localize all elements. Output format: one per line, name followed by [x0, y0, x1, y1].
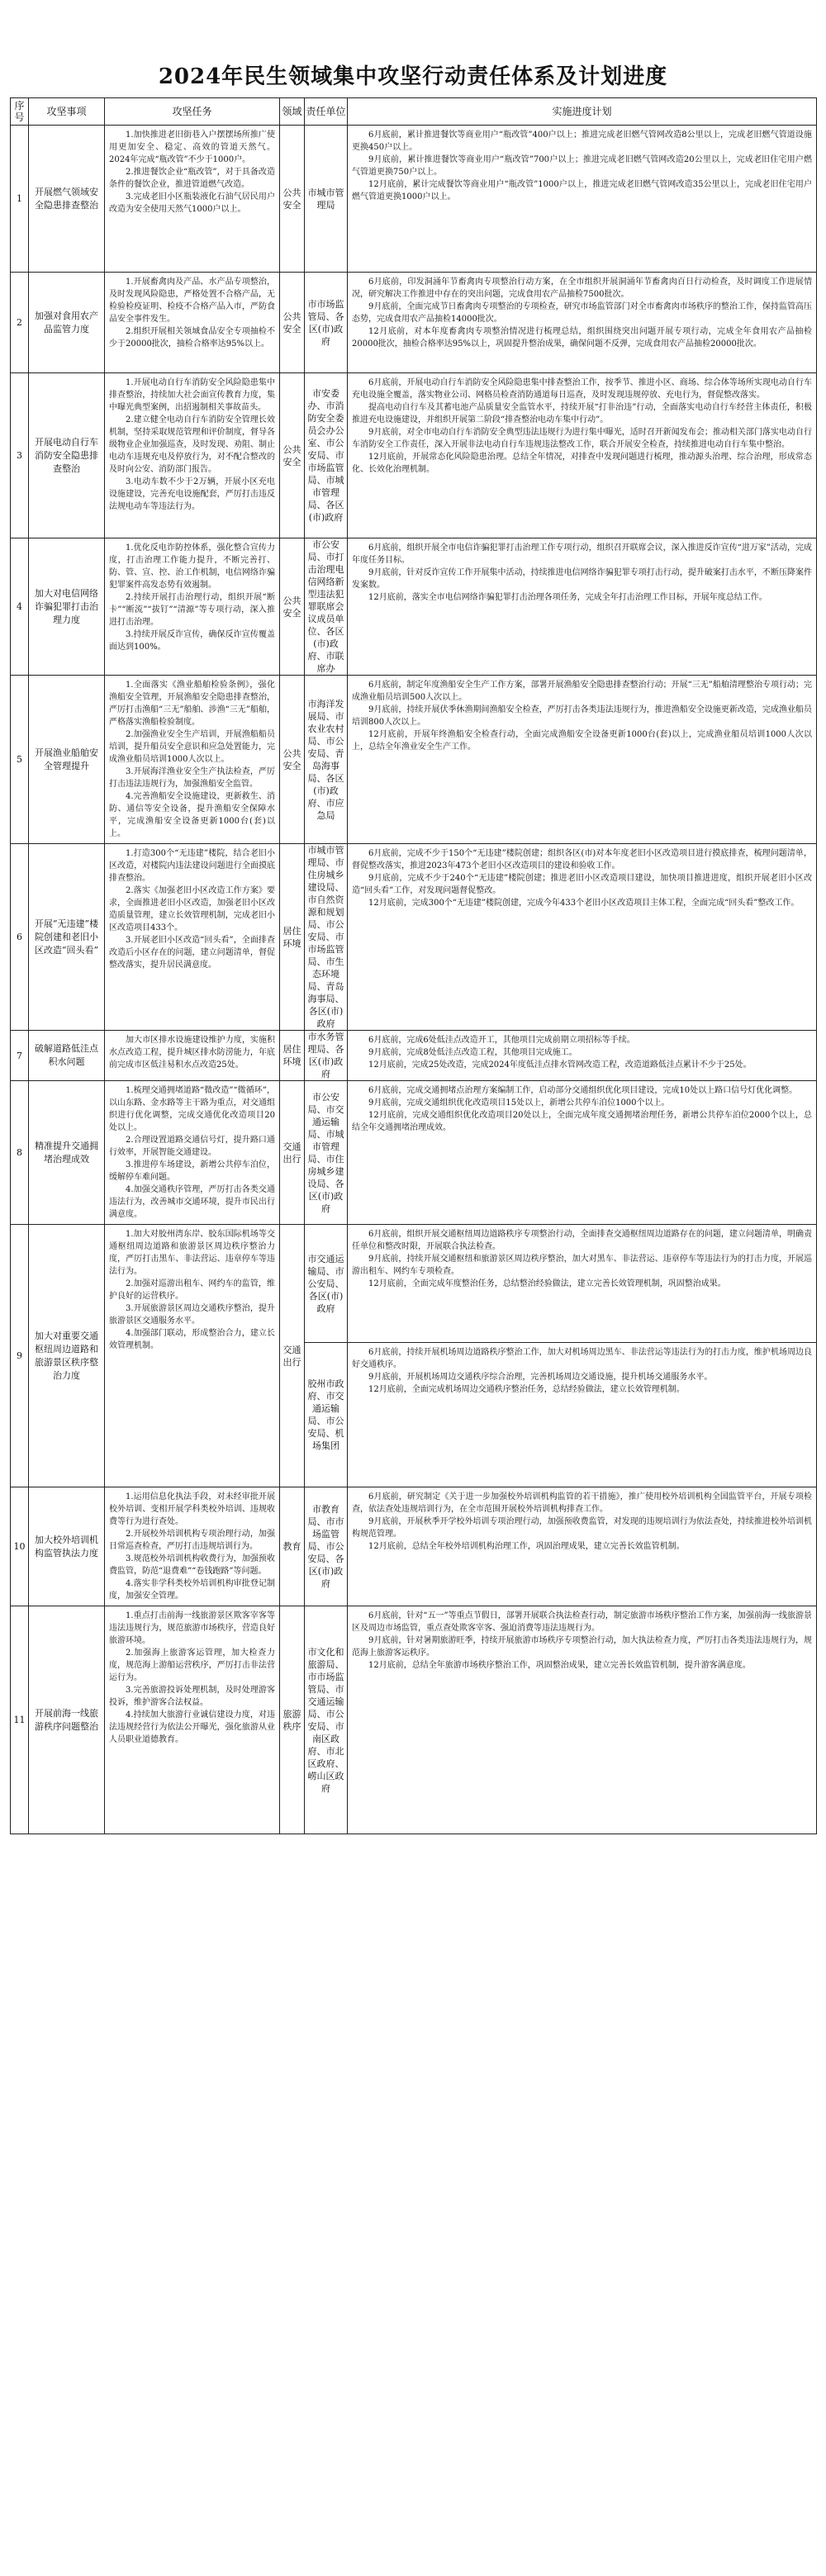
task-paragraph: 2.加强对巡游出租车、网约车的监管，维护良好的运营秩序。 [109, 1279, 275, 1301]
row-progress [348, 1225, 817, 1343]
progress-paragraph: 9月底前，对全市电动自行车消防安全典型违法违规行为进行集中曝光，适时召开新闻发布会；推动相关部门落实电动自行车消防安全工作责任，深入开展非法电动自行车违规违法整改工作，联合开展安全检查，持续推进电动自行车集中整治。 [352, 428, 812, 449]
progress-paragraph: 12月底前，累计完成餐饮等商业用户“瓶改管”1000户以上，推进完成老旧燃气管网改造35公里以上，完成老旧住宅用户燃气管道更换1000户以上。 [352, 180, 812, 202]
task-paragraph: 1.梳理交通拥堵道路“微改造”“微循环”，以山东路、金水路等主干路为重点，对交通组织进行优化调整，完成交通优化改造项目20处以上。 [109, 1086, 275, 1132]
row-unit: 市海洋发展局、市农业农村局、市公安局、青岛海事局、各区(市)政府、市应急局 [305, 676, 348, 844]
row-task [105, 1081, 280, 1225]
row-field: 公共安全 [280, 373, 305, 538]
row-matter: 开展前海一线旅游秩序问题整治 [29, 1606, 105, 1834]
task-paragraph: 3.推进停车场建设，新增公共停车泊位，缓解停车难问题。 [109, 1160, 275, 1182]
progress-paragraph: 6月底前，持续开展机场周边道路秩序整治工作，加大对机场周边黑车、非法营运等违法行为的打击力度，维护机场周边良好交通秩序。 [352, 1348, 812, 1369]
row-field: 交通出行 [280, 1225, 305, 1487]
row-matter: 加大对电信网络诈骗犯罪打击治理力度 [29, 538, 105, 676]
progress-paragraph: 6月底前，印发洞涌年节畜禽肉专项整治行动方案，在全市组织开展洞涌年节畜禽肉百日行动检查，及时调度工作进展情况，研究解决工作推进中存在的突出问题，完成食用农产品抽检7500批次。 [352, 278, 812, 299]
row-number: 9 [11, 1225, 29, 1487]
row-number: 2 [11, 273, 29, 373]
task-paragraph: 2.加强渔业安全生产培训，开展渔船船员培训，提升船员安全意识和应急处置能力，完成渔业船员培训1000人次以上。 [109, 730, 275, 764]
row-unit: 胶州市政府、市交通运输局、市公安局、机场集团 [305, 1343, 348, 1487]
progress-paragraph: 12月底前，对本年度畜禽肉专项整治情况进行梳理总结，组织围绕突出问题开展专项行动，完成全年食用农产品抽检20000批次，抽检合格率达95%以上，巩固提升整治成果，确保问题不反弹，完成食用农产品抽检20000批次。 [352, 327, 812, 349]
task-paragraph: 3.完成老旧小区瓶装液化石油气居民用户改造为安全使用天然气1000户以上。 [109, 192, 275, 214]
table-row [11, 538, 817, 676]
progress-paragraph: 9月底前，全面完成节日畜禽肉专项整治的专项检查，研究市场监管部门对全市畜禽肉市场秩序的整治工作，保持监管高压态势，完成食用农产品抽检14000批次。 [352, 302, 812, 324]
progress-paragraph: 9月底前，持续开展伏季休渔期间渔船安全检查，严厉打击各类违法违规行为，推进渔船安全设施更新改造，完成渔业船员培训800人次以上。 [352, 705, 812, 727]
table-row [11, 373, 817, 538]
table-row [11, 1081, 817, 1225]
task-paragraph: 1.优化反电诈防控体系，强化整合宣传力度，打击治理工作能力提升，不断完善打、防、管、宣、控、治工作机制，电信网络诈骗犯罪案件高发态势有效遏制。 [109, 543, 275, 590]
header-field: 领域 [280, 98, 305, 126]
row-unit: 市文化和旅游局、市市场监管局、市交通运输局、市公安局、市南区政府、市北区政府、崂山区政府 [305, 1606, 348, 1834]
row-field: 居住环境 [280, 1031, 305, 1081]
task-paragraph: 3.规范校外培训机构收费行为，加强预收费监管，防范“退费难”“卷钱跑路”等问题。 [109, 1554, 275, 1576]
task-paragraph: 4.加强交通秩序管理，严厉打击各类交通违法行为，改善城市交通环境，提升市民出行满意度。 [109, 1185, 275, 1219]
row-number: 5 [11, 676, 29, 844]
progress-paragraph: 9月底前，开展秋季开学校外培训专项治理行动，加强预收费监管，对发现的违规培训行为依法查处，持续推进校外培训机构规范管理。 [352, 1517, 812, 1539]
row-unit: 市公安局、市交通运输局、市城市管理局、市住房城乡建设局、各区(市)政府 [305, 1081, 348, 1225]
progress-paragraph: 6月底前，完成交通拥堵点治理方案编制工作，启动部分交通组织优化项目建设，完成10处以上路口信号灯优化调整。 [368, 1086, 798, 1095]
row-progress [348, 676, 817, 844]
row-number: 3 [11, 373, 29, 538]
row-unit: 市公安局、市打击治理电信网络新型违法犯罪联席会议成员单位、各区(市)政府、市联席办 [305, 538, 348, 676]
table-row [11, 1606, 817, 1834]
progress-paragraph: 提高电动自行车及其蓄电池产品质量安全监管水平，持续开展“打非治违”行动，全面落实电动自行车经营主体责任，积极推进充电设施建设，并组织开展第二阶段“排查整治电动车集中行动”。 [352, 403, 812, 425]
row-task [105, 1487, 280, 1606]
progress-paragraph: 12月底前，总结全年校外培训机构治理工作，巩固治理成果，建立完善长效监管机制。 [368, 1542, 685, 1551]
task-paragraph: 3.开展老旧小区改造“回头看”，全面排查改造后小区存在的问题，建立问题清单，督促整改落实，提升居民满意度。 [109, 936, 275, 970]
progress-paragraph: 9月底前，针对暑期旅游旺季，持续开展旅游市场秩序专项整治行动，加大执法检查力度，严厉打击各类违法违规行为，规范海上旅游客运秩序。 [352, 1636, 812, 1658]
row-number: 8 [11, 1081, 29, 1225]
row-number: 6 [11, 844, 29, 1031]
progress-paragraph: 6月底前，完成6处低洼点改造开工，其他项目完成前期立项招标等手续。 [368, 1036, 635, 1045]
row-number: 4 [11, 538, 29, 676]
progress-paragraph: 12月底前，完成交通组织优化改造项目20处以上，全面完成年度交通拥堵治理任务，新增公共停车泊位2000个以上，总结全年交通拥堵治理成效。 [352, 1111, 812, 1132]
header-progress: 实施进度计划 [348, 98, 817, 126]
progress-paragraph: 6月底前，完成不少于150个“无违建”楼院创建；组织各区(市)对本年度老旧小区改造项目进行摸底排查，梳理问题清单，督促整改落实，推进2023年473个老旧小区改造项目的建设和验收工作。 [352, 849, 812, 871]
task-paragraph: 3.开展旅游景区周边交通秩序整治，提升旅游景区交通服务水平。 [109, 1304, 275, 1326]
task-paragraph: 2.持续开展打击治理行动，组织开展“断卡”“断流”“拔钉”“清源”等专项行动，深入推进打击治理。 [109, 593, 275, 627]
progress-paragraph: 12月底前，全面完成年度整治任务，总结整治经验做法，建立完善长效管理机制，巩固整治成果。 [368, 1279, 726, 1288]
progress-paragraph: 12月底前，全面完成机场周边交通秩序整治任务，总结经验做法，建立长效管理机制。 [368, 1385, 685, 1394]
row-field: 公共安全 [280, 126, 305, 273]
row-task [105, 373, 280, 538]
row-progress [348, 126, 817, 273]
row-task [105, 1225, 280, 1487]
table-header-row [11, 98, 817, 126]
row-task [105, 676, 280, 844]
progress-paragraph: 6月底前，开展电动自行车消防安全风险隐患集中排查整治工作，按季节、推进小区、商场、综合体等场所实现电动自行车充电设施全覆盖，落实物业公司、网格员检查消防通道每日巡查，及时发现违规停放、充电行为，督促整改落实。 [352, 378, 812, 400]
task-paragraph: 2.组织开展相关领域食品安全专项抽检不少于20000批次，抽检合格率达95%以上。 [109, 327, 275, 349]
header-unit: 责任单位 [305, 98, 348, 126]
task-paragraph: 3.持续开展反诈宣传，确保反诈宣传覆盖面达到100%。 [109, 630, 275, 652]
row-unit: 市安委办、市消防安全委员会办公室、市公安局、市市场监管局、市城市管理局、各区(市)政府 [305, 373, 348, 538]
row-progress [348, 1606, 817, 1834]
row-matter: 加强对食用农产品监管力度 [29, 273, 105, 373]
row-matter: 破解道路低洼点积水问题 [29, 1031, 105, 1081]
table-row [11, 1225, 817, 1343]
row-progress [348, 1081, 817, 1225]
row-number: 7 [11, 1031, 29, 1081]
row-unit: 市城市管理局 [305, 126, 348, 273]
progress-paragraph: 12月底前，落实全市电信网络诈骗犯罪打击治理各项任务，完成全年打击治理工作目标，开展年度总结工作。 [368, 593, 767, 602]
row-progress [348, 844, 817, 1031]
task-paragraph: 2.建立健全电动自行车消防安全管理长效机制，坚持采取规范管理和评价制度，督导各级物业企业加强巡查，及时发现、劝阻、制止电动车违规充电及停放行为，对不配合整改的及时向公安、消防部门报告。 [109, 415, 275, 474]
table-row [11, 1487, 817, 1606]
row-matter: 开展渔业船舶安全管理提升 [29, 676, 105, 844]
row-field: 交通出行 [280, 1081, 305, 1225]
task-paragraph: 2.合理设置道路交通信号灯，提升路口通行效率，开展智能交通建设。 [109, 1136, 275, 1157]
row-progress [348, 273, 817, 373]
row-unit: 市教育局、市市场监管局、市公安局、各区(市)政府 [305, 1487, 348, 1606]
progress-paragraph: 12月底前，完成25处改造，完成2024年度低洼点排水管网改造工程，改造道路低洼点累计不少于25处。 [368, 1060, 752, 1070]
task-paragraph: 1.加大对胶州湾东岸、胶东国际机场等交通枢纽周边道路和旅游景区周边秩序整治力度，严厉打击黑车、非法营运、违章停车等违法行为。 [109, 1230, 275, 1276]
row-task [105, 538, 280, 676]
row-number: 11 [11, 1606, 29, 1834]
task-paragraph: 4.持续加大旅游行业诚信建设力度，对违法违规经营行为依法公开曝光，强化旅游从业人员职业道德教育。 [109, 1710, 275, 1744]
task-paragraph: 4.完善渔船安全设施建设，更新救生、消防、通信等安全设备，提升渔船安全保障水平，完成渔船安全设备更新1000台(套)以上。 [109, 792, 275, 838]
progress-paragraph: 9月底前，累计推进餐饮等商业用户“瓶改管”700户以上；推进完成老旧燃气管网改造20公里以上，完成老旧住宅用户燃气管道更换750户以上。 [352, 155, 812, 177]
task-paragraph: 1.重点打击前海一线旅游景区欺客宰客等违法违规行为，规范旅游市场秩序，营造良好旅游环境。 [109, 1611, 275, 1645]
row-matter: 加大校外培训机构监管执法力度 [29, 1487, 105, 1606]
task-paragraph: 1.开展电动自行车消防安全风险隐患集中排查整治，持续加大社会面宣传教育力度，集中曝光典型案例，出招遏制相关事故苗头。 [109, 378, 275, 412]
task-paragraph: 1.加快推进老旧街巷入户摆摆场所推广使用更加安全、稳定、高效的管道天然气。2024年完成“瓶改管”不少于1000户。 [109, 130, 275, 164]
progress-paragraph: 9月底前，完成8处低洼点改造工程，其他项目完成施工。 [368, 1048, 577, 1057]
task-paragraph: 3.完善旅游投诉处理机制，及时处理游客投诉，维护游客合法权益。 [109, 1686, 275, 1707]
task-paragraph: 2.加强海上旅游客运管理，加大检查力度，规范海上游船运营秩序，严厉打击非法营运行为。 [109, 1649, 275, 1682]
row-number: 1 [11, 126, 29, 273]
row-field: 居住环境 [280, 844, 305, 1031]
responsibility-table [10, 97, 817, 1834]
progress-paragraph: 12月底前，开展常态化风险隐患治理。总结全年情况，对排查中发现问题进行梳理，推动源头治理、综合治理，形成常态化、长效化治理机制。 [352, 453, 812, 474]
task-paragraph: 1.开展畜禽肉及产品、水产品专项整治，及时发现风险隐患，严格处置不合格产品，无检验检疫证明、检疫不合格产品入市，严防食品安全事件发生。 [109, 278, 275, 324]
header-task: 攻坚任务 [105, 98, 280, 126]
row-unit: 市交通运输局、市公安局、各区(市)政府 [305, 1225, 348, 1343]
row-progress [348, 1031, 817, 1081]
task-paragraph: 2.推进餐饮企业“瓶改管”，对于具备改造条件的餐饮企业，推进管道燃气改造。 [109, 168, 275, 189]
task-paragraph: 3.电动车数不少于2万辆，开展小区充电设施建设，完善充电设施配套，严厉打击违反法规电动车等违法行为。 [109, 477, 275, 511]
row-unit: 市城市管理局、市住房城乡建设局、市自然资源和规划局、市公安局、市市场监管局、市生态环境局、青岛海事局、各区(市)政府 [305, 844, 348, 1031]
row-number: 10 [11, 1487, 29, 1606]
table-row [11, 1031, 817, 1081]
task-paragraph: 1.打造300个“无违建”楼院，结合老旧小区改造，对楼院内违法建设问题进行全面摸底排查整治。 [109, 849, 275, 883]
row-task [105, 273, 280, 373]
progress-paragraph: 6月底前，研究制定《关于进一步加强校外培训机构监管的若干措施》，推广使用校外培训机构全国监管平台，开展专项检查，依法查处违规培训行为，在全市范围开展校外培训机构排查工作。 [352, 1492, 812, 1514]
progress-paragraph: 12月底前，完成300个“无违建”楼院创建，完成今年433个老旧小区改造项目主体工程，全面完成“回头看”整改工作。 [368, 899, 800, 908]
progress-paragraph: 12月底前，总结全年旅游市场秩序整治工作，巩固整治成果，建立完善长效监管机制，提升游客满意度。 [368, 1661, 751, 1670]
task-paragraph: 1.全面落实《渔业船舶检验条例》，强化渔船安全管理，开展渔船安全隐患排查整治，严厉打击渔船“三无”船舶、涉渔“三无”船舶，严格落实渔船检验制度。 [109, 681, 275, 727]
task-paragraph: 1.运用信息化执法手段，对未经审批开展校外培训、变相开展学科类校外培训、违规收费等行为进行查处。 [109, 1492, 275, 1526]
row-task [105, 126, 280, 273]
header-matter: 攻坚事项 [29, 98, 105, 126]
progress-paragraph: 12月底前，开展年终渔船安全检查行动，全面完成渔船安全设备更新1000台(套)以上，完成渔业船员培训1000人次以上，总结全年渔业安全生产工作。 [352, 730, 812, 752]
row-progress [348, 373, 817, 538]
table-row [11, 273, 817, 373]
row-matter: 开展“无违建”楼院创建和老旧小区改造“回头看” [29, 844, 105, 1031]
header-no: 序号 [11, 98, 29, 126]
progress-paragraph: 9月底前，完成交通组织优化改造项目15处以上，新增公共停车泊位1000个以上。 [368, 1098, 670, 1108]
task-paragraph: 加大市区排水设施建设维护力度，实施积水点改造工程，提升城区排水防涝能力，年底前完成市区低洼易积水点改造25处。 [109, 1036, 275, 1070]
progress-paragraph: 9月底前，持续开展交通枢纽和旅游景区周边秩序整治，加大对黑车、非法营运、违章停车等违法行为的打击力度，开展巡游出租车、网约车专项检查。 [352, 1255, 812, 1276]
task-paragraph: 2.落实《加强老旧小区改造工作方案》要求，全面推进老旧小区改造，加强老旧小区改造质量管理，建立长效管理机制，完成老旧小区改造项目433个。 [109, 886, 275, 932]
table-row [11, 126, 817, 273]
table-row [11, 676, 817, 844]
row-progress [348, 538, 817, 676]
task-paragraph: 3.开展海洋渔业安全生产执法检查，严厉打击违法违规行为，加强渔船安全监管。 [109, 767, 275, 789]
row-matter: 精准提升交通拥堵治理成效 [29, 1081, 105, 1225]
progress-paragraph: 6月底前，制定年度渔船安全生产工作方案，部署开展渔船安全隐患排查整治行动；开展“三无”船舶清理整治专项行动；完成渔业船员培训500人次以上。 [352, 681, 812, 702]
progress-paragraph: 6月底前，组织开展全市电信诈骗犯罪打击治理工作专项行动，组织召开联席会议，深入推进反诈宣传“进万家”活动，完成年度任务目标。 [352, 543, 812, 565]
row-field: 旅游秩序 [280, 1606, 305, 1834]
row-field: 公共安全 [280, 676, 305, 844]
progress-paragraph: 6月底前，组织开展交通枢纽周边道路秩序专项整治行动，全面排查交通枢纽周边道路存在的问题，建立问题清单，明确责任单位和整改时限，开展联合执法检查。 [352, 1230, 812, 1251]
row-matter: 开展燃气领域安全隐患排查整治 [29, 126, 105, 273]
document-title: 2024年民生领域集中攻坚行动责任体系及计划进度 [158, 64, 668, 89]
task-paragraph: 2.开展校外培训机构专项治理行动，加强日常巡查检查，严厉打击违规培训行为。 [109, 1530, 275, 1551]
row-task [105, 1031, 280, 1081]
table-body [11, 126, 817, 1834]
table-row [11, 844, 817, 1031]
row-task [105, 1606, 280, 1834]
progress-paragraph: 6月底前，针对“五一”等重点节假日，部署开展联合执法检查行动，制定旅游市场秩序整治工作方案，加强前海一线旅游景区及周边市场监管，重点查处欺客宰客、强迫消费等违法违规行为。 [352, 1611, 812, 1633]
task-paragraph: 4.加强部门联动，形成整治合力，建立长效管理机制。 [109, 1329, 275, 1350]
progress-paragraph: 9月底前，开展机场周边交通秩序综合治理，完善机场周边交通设施，提升机场交通服务水平。 [368, 1373, 713, 1382]
row-matter: 开展电动自行车消防安全隐患排查整治 [29, 373, 105, 538]
row-field: 公共安全 [280, 273, 305, 373]
progress-paragraph: 9月底前，针对反诈宣传工作开展集中活动，持续推进电信网络诈骗犯罪专项打击行动，提升破案打击水平，不断压降案件发案数。 [352, 568, 812, 590]
progress-paragraph: 6月底前，累计推进餐饮等商业用户“瓶改管”400户以上；推进完成老旧燃气管网改造8公里以上，完成老旧燃气管道设施更换450户以上。 [352, 130, 812, 152]
row-unit: 市水务管理局、各区(市)政府 [305, 1031, 348, 1081]
row-progress [348, 1343, 817, 1487]
row-field: 公共安全 [280, 538, 305, 676]
row-task [105, 844, 280, 1031]
row-field: 教育 [280, 1487, 305, 1606]
task-paragraph: 4.落实非学科类校外培训机构审批登记制度，加强安全管理。 [109, 1579, 275, 1601]
row-matter: 加大对重要交通枢纽周边道路和旅游景区秩序整治力度 [29, 1225, 105, 1487]
row-unit: 市市场监管局、各区(市)政府 [305, 273, 348, 373]
progress-paragraph: 9月底前，完成不少于240个“无违建”楼院创建；推进老旧小区改造项目建设，加快项目推进进度，组织开展老旧小区改造“回头看”工作，对发现问题督促整改。 [352, 874, 812, 895]
row-progress [348, 1487, 817, 1606]
